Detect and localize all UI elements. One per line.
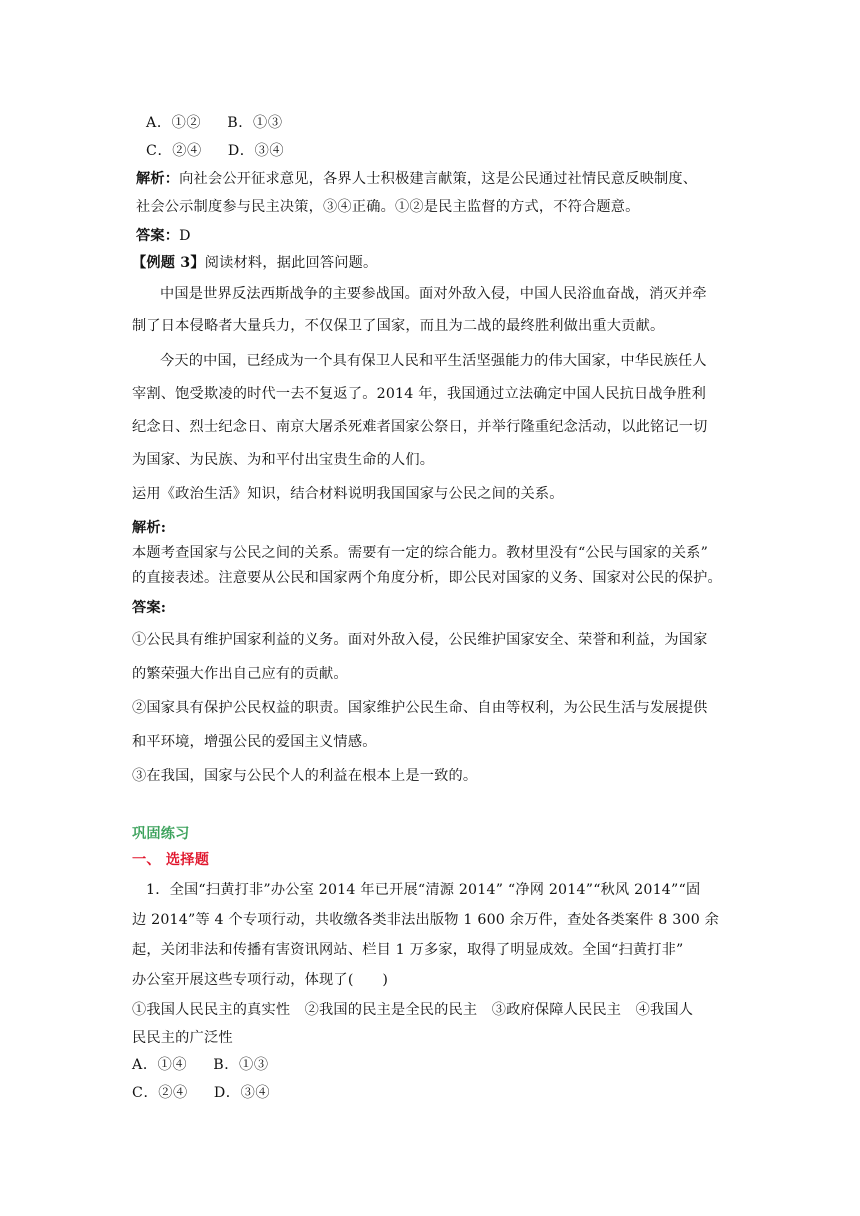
example3-analysis-label: 解析:: [132, 520, 167, 536]
option-b: B．①③: [213, 1057, 269, 1073]
option-d: D．③④: [227, 143, 285, 159]
question-1-line-2: 边 2014”等 4 个专项行动，共收缴各类非法出版物 1 600 余万件，查处各类案件 8 300 余: [132, 912, 720, 928]
material-paragraph-1-line-2: 制了日本侵略者大量兵力，不仅保卫了国家，而且为二战的最终胜利做出重大贡献。: [132, 318, 665, 334]
material-paragraph-1-line-1: 中国是世界反法西斯战争的主要参战国。面对外敌入侵，中国人民浴血奋战，消灭并牵: [160, 286, 707, 302]
example3-answer-label: 答案:: [132, 600, 167, 616]
answer-label: 答案：: [136, 228, 180, 244]
example2-options-row-2: [146, 141, 284, 161]
material-paragraph-2-line-1: 今天的中国，已经成为一个具有保卫人民和平生活坚强能力的伟大国家，中华民族任人: [160, 353, 707, 369]
option-a: A．①④: [132, 1057, 188, 1073]
answer-point-2-line-2: 和平环境，增强公民的爱国主义情感。: [132, 734, 377, 750]
example2-analysis-line-1: [136, 169, 697, 189]
question-1-options-row-2: [132, 1083, 270, 1103]
analysis-label: 解析：: [136, 171, 180, 187]
analysis-text: 向社会公开征求意见，各界人士积极建言献策，这是公民通过社情民意反映制度、: [179, 171, 698, 187]
example2-answer: [136, 226, 191, 246]
answer-point-2-line-1: ②国家具有保护公民权益的职责。国家维护公民生命、自由等权利，为公民生活与发展提供: [132, 700, 708, 716]
material-paragraph-2-line-4: 为国家、为民族、为和平付出宝贵生命的人们。: [132, 452, 435, 468]
example3-question: 运用《政治生活》知识，结合材料说明我国国家与公民之间的关系。: [132, 486, 564, 502]
example3-header: [132, 253, 377, 273]
question-1-line-3: 起，关闭非法和传播有害资讯网站、栏目 1 万多家，取得了明显成效。全国“扫黄打非”: [132, 942, 684, 958]
option-d: D．③④: [213, 1085, 271, 1101]
question-1-options-row-1: [132, 1055, 269, 1075]
material-paragraph-2-line-3: 纪念日、烈士纪念日、南京大屠杀死难者国家公祭日，并举行隆重纪念活动，以此铭记一切: [132, 419, 708, 435]
option-c: C．②④: [146, 143, 202, 159]
example2-analysis-line-2: 社会公示制度参与民主决策，③④正确。①②是民主监督的方式，不符合题意。: [136, 199, 640, 215]
question-1-choices-line-2: 民民主的广泛性: [132, 1030, 233, 1046]
answer-point-3-line-1: ③在我国，国家与公民个人的利益在根本上是一致的。: [132, 768, 478, 784]
example3-analysis-line-1: 本题考查国家与公民之间的关系。需要有一定的综合能力。教材里没有“公民与国家的关系”: [132, 545, 709, 561]
section-heading-multiple-choice: 一、 选择题: [132, 852, 210, 868]
example3-prompt: 阅读材料，据此回答问题。: [204, 255, 378, 271]
option-a: A．①②: [146, 115, 202, 131]
material-paragraph-2-line-2: 宰割、饱受欺凌的时代一去不复返了。2014 年，我国通过立法确定中国人民抗日战争胜利: [132, 386, 706, 402]
question-1-choices-line-1: ①我国人民民主的真实性 ②我国的民主是全民的民主 ③政府保障人民民主 ④我国人: [132, 1002, 694, 1018]
answer-point-1-line-1: ①公民具有维护国家利益的义务。面对外敌入侵，公民维护国家安全、荣誉和利益，为国家: [132, 632, 708, 648]
answer-value: D: [179, 228, 191, 244]
example3-analysis-line-2: 的直接表述。注意要从公民和国家两个角度分析，即公民对国家的义务、国家对公民的保护。: [132, 570, 722, 586]
option-b: B．①③: [227, 115, 283, 131]
example2-options-row-1: [146, 113, 283, 133]
example3-label: 【例题 3】: [132, 255, 205, 271]
practice-heading: 巩固练习: [132, 826, 190, 842]
option-c: C．②④: [132, 1085, 188, 1101]
answer-point-1-line-2: 的繁荣强大作出自己应有的贡献。: [132, 666, 348, 682]
question-1-line-4: 办公室开展这些专项行动，体现了( ): [132, 972, 389, 988]
question-1-line-1: 1．全国“扫黄打非”办公室 2014 年已开展“清源 2014” “净网 2014”“秋风 2014”“固: [146, 882, 701, 898]
